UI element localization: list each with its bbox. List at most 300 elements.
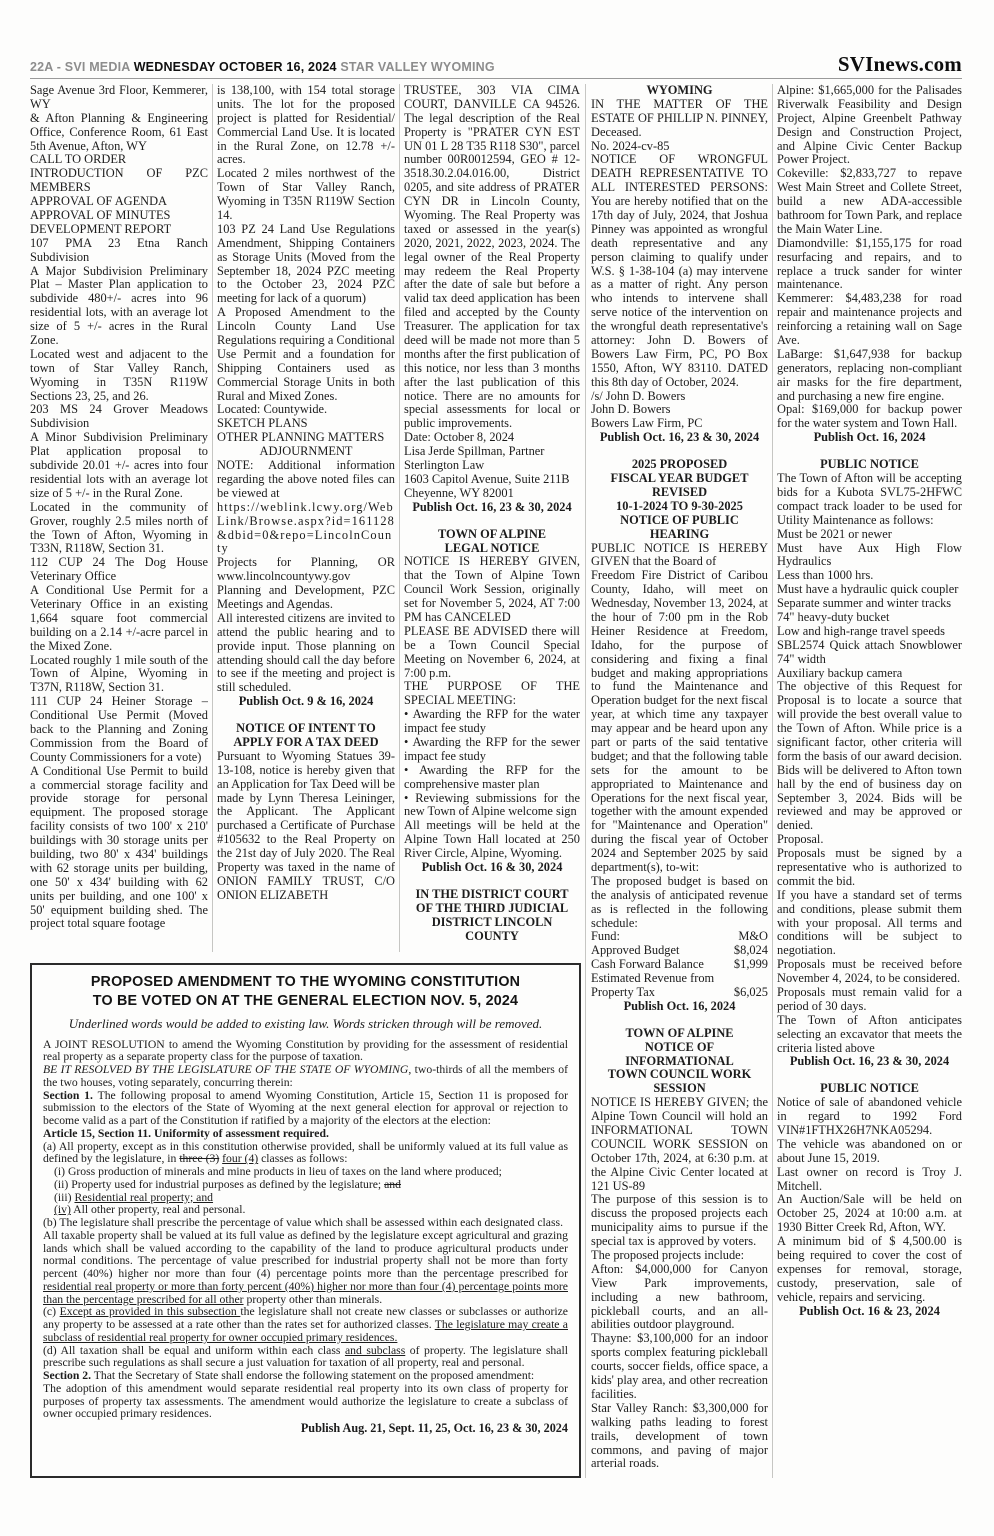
notice-heading bbox=[591, 1041, 768, 1069]
amendment-subtitle: Underlined words would be added to existing law. Words stricken through will be removed. bbox=[68, 1015, 543, 1031]
notice-paragraph bbox=[591, 1402, 768, 1471]
notice-heading bbox=[591, 1027, 768, 1041]
notice-paragraph bbox=[777, 237, 962, 293]
text-segment: A Minor Subdivision Preliminary Plat application proposal to subdivide 20.01 +/- acres into four residential lots with an average lot size of 5 +/- in the Rural Zone. bbox=[30, 430, 208, 500]
notice-paragraph bbox=[30, 695, 208, 764]
notice-paragraph bbox=[404, 764, 580, 792]
text-segment: /s/ John D. Bowers bbox=[591, 388, 686, 403]
text-segment: NOTICE OF WRONGFUL DEATH REPRESENTATIVE TO ALL INTERESTED PERSONS: You are hereby notified that on the 17th day of July, 2024, that Joshua Pinney was appointed as wrongful death representative and any person claiming to qualify under W.S. § 1-38-104 (a) may intervene as a matter of right. Any person who intends to intervene shall serve notice of the intervention on the wrongful death representative's attorney: John D. Bowers of Bowers Law Firm, PC, PO Box 1550, Afton, WY 83110. DATED this 8th day of October, 2024. bbox=[591, 152, 768, 389]
text-segment: Auxiliary backup camera bbox=[777, 665, 903, 680]
budget-label: Approved Budget bbox=[591, 943, 680, 958]
notice-paragraph bbox=[777, 472, 962, 528]
text-segment: All meetings will be held at the Alpine Town Hall located at 250 River Circle, Alpine, Wyoming. bbox=[404, 818, 580, 861]
notice-paragraph bbox=[777, 625, 962, 639]
text-segment: NOTICE IS HEREBY GIVEN; the Alpine Town Council will hold an INFORMATIONAL TOWN COUNCIL WORK SESSION on October 17th, 2024, at 6:30 p.m. at the Alpine Civic Center located at 121 US-89 bbox=[591, 1095, 768, 1193]
budget-label: Property Tax bbox=[591, 985, 655, 999]
publish-line bbox=[777, 1055, 962, 1069]
notice-heading bbox=[591, 1068, 768, 1082]
notice-paragraph bbox=[591, 1193, 768, 1249]
text-segment: Located in the community of Grover, roughly 2.5 miles north of the Town of Afton, Wyoming in T33N, R118W, Section 31. bbox=[30, 499, 208, 556]
notice-paragraph bbox=[217, 306, 395, 403]
notice-paragraph bbox=[591, 1096, 768, 1193]
notice-heading bbox=[591, 514, 768, 542]
text-segment: LEGAL NOTICE bbox=[444, 540, 540, 555]
notice-paragraph bbox=[30, 265, 208, 348]
text-segment: IN THE MATTER OF THE ESTATE OF PHILLIP N. PINNEY, Deceased. bbox=[591, 96, 768, 139]
text-segment: DISTRICT LINCOLN COUNTY bbox=[431, 914, 553, 943]
text-segment: REVISED bbox=[651, 484, 708, 499]
text-segment: Proposals must remain valid for a period of 30 days. bbox=[777, 985, 962, 1013]
text-segment: Proposals must be signed by a representative who is authorized to commit the bid. bbox=[777, 846, 962, 888]
text-segment: Date: October 8, 2024 bbox=[404, 430, 515, 445]
budget-value: M&O bbox=[738, 929, 768, 944]
notice-paragraph bbox=[30, 765, 208, 932]
text-segment: Pursuant to Wyoming Statues 39-13-108, notice is hereby given that an Application for Tax Deed will be made by Lynn Theresa Leininger, the Applicant. The Applicant purchased a Certificate of Purchase #105632 to the Real Property on the 21st day of July 2020. The Real Property was taxed in the name of ONION FAMILY TRUST, C/O ONION ELIZABETH bbox=[217, 748, 395, 902]
text-segment: LaBarge: $1,647,938 for backup generators, replacing non-compliant air masks for the fire department, and purchasing a new fire engine. bbox=[777, 346, 962, 403]
text-segment: Cheyenne, WY 82001 bbox=[404, 485, 514, 500]
notice-subheading bbox=[217, 445, 395, 459]
notice-paragraph bbox=[777, 1166, 962, 1194]
text-segment: Publish Oct. 16 & 30, 2024 bbox=[421, 859, 563, 874]
notice-paragraph bbox=[777, 167, 962, 236]
budget-row bbox=[591, 944, 768, 958]
text-segment: A Conditional Use Permit to build a commercial storage facility and provide storage for personal equipment. The proposed storage facility consists of two 100' x 210' buildings with 30 storage units per building, two 80' x 434' buildings with 62 storage units per building, one 50' x 434' building with 62 units per building, and one 100' x 50' equipment building shed. The project total square footage bbox=[30, 763, 208, 931]
notice-paragraph bbox=[591, 569, 768, 875]
text-segment: IN THE DISTRICT COURT bbox=[415, 886, 569, 901]
notice-heading bbox=[591, 472, 768, 486]
notice-paragraph bbox=[404, 819, 580, 861]
text-segment: TRUSTEE, 303 VIA CIMA COURT, DANVILLE CA 94526. The legal description of the Real Property is "PRATER CYN EST UN 01 L 28 T35 R118 S30", parcel number 00R0012594, GEO # 12-3518.30.2.04.016.00, District 0205, and site address of PRATER CYN DR in Lincoln County, Wyoming. The Real Property was taxed or assessed in the year(s) 2020, 2021, 2022, 2023, 2024. The legal owner of the Real Property may redeem the Real Property after the date of sale but before a valid tax deed application has been filed and accepted by the County Treasurer. The application for tax deed will be made not more than 5 months after the first publication of this notice, nor less than 3 months after the last publication of this notice. There are no amounts for special assessments for local or public improvements. bbox=[404, 84, 580, 431]
notice-heading bbox=[404, 888, 580, 902]
text-segment: TOWN COUNCIL WORK bbox=[607, 1067, 752, 1082]
publish-line bbox=[591, 431, 768, 445]
text-segment: Thayne: $3,100,000 for an indoor sports complex featuring pickleball courts, soccer fields, office space, a kids' play area, and other recreation facilities. bbox=[591, 1331, 768, 1401]
budget-value: $1,999 bbox=[733, 957, 768, 972]
text-segment: Must be 2021 or newer bbox=[777, 526, 892, 541]
notice-paragraph bbox=[30, 654, 208, 696]
amendment-title-line-1: PROPOSED AMENDMENT TO THE WYOMING CONSTITUTION bbox=[90, 974, 521, 990]
text-segment: A Conditional Use Permit for a Veterinary Office in an existing 1,664 square foot commercial building on a 2.14 +/-acre parcel in the Mixed Zone. bbox=[30, 583, 208, 653]
text-segment: Afton: $4,000,000 for Canyon View Park improvements, including a new bathroom, pickleball courts, and an all-abilities outdoor playground. bbox=[591, 1261, 768, 1332]
text-segment: 1603 Capitol Avenue, Suite 211B bbox=[404, 471, 570, 486]
text-segment: APPROVAL OF AGENDA bbox=[30, 194, 168, 209]
legal-notices-column-2 bbox=[217, 84, 395, 952]
notice-paragraph bbox=[777, 639, 962, 667]
notice-paragraph bbox=[777, 348, 962, 404]
notice-paragraph bbox=[777, 986, 962, 1014]
folio-line bbox=[30, 60, 495, 74]
notice-paragraph bbox=[591, 1249, 768, 1263]
text-segment: four (4) bbox=[222, 1152, 259, 1166]
text-segment: The legislature may create a subclass of residential real property for owner occupied primary residences. bbox=[43, 1318, 568, 1344]
date-label: WEDNESDAY OCTOBER 16, 2024 bbox=[133, 60, 337, 74]
text-segment: Last owner on record is Troy J. Mitchell. bbox=[777, 1164, 962, 1193]
text-segment: The objective of this Request for Proposal is to locate a source that will provide the best overall value to the Town of Afton. While price is a significant factor, other criteria will form the basis of our award decision. Bids will be delivered to Afton town hall by the end of business day on September 3, 2024. Bids will be reviewed and may be approved or denied. bbox=[777, 679, 962, 833]
text-segment: The adoption of this amendment would separate residential real property into its own class of property for purposes of property tax assessments. The amendment would authorize the legislature to create a subclass of owner occupied primary residences. bbox=[43, 1381, 568, 1421]
notice-paragraph bbox=[591, 417, 768, 431]
column-rule-1 bbox=[212, 84, 213, 952]
text-segment: All interested citizens are invited to attend the public hearing and to provide input. Those planning on attending should call the day before to see if the meeting and project is still scheduled. bbox=[217, 610, 395, 695]
text-segment: 10-1-2024 TO 9-30-2025 bbox=[616, 498, 743, 513]
legal-notices-column-3 bbox=[404, 84, 580, 952]
site-logo: SVInews.com bbox=[837, 52, 962, 76]
text-segment: The following proposal to amend Wyoming Constitution, Article 15, Section 11 is proposed for submission to the electors of the State of Wyoming at the next general election for approval or rejection to become valid as a part of the Constitution if ratified by a majority of the electors at the election: bbox=[43, 1088, 568, 1128]
notice-paragraph bbox=[30, 431, 208, 500]
text-segment: John D. Bowers bbox=[591, 402, 671, 417]
text-segment: (c) bbox=[43, 1305, 60, 1319]
text-segment: classes as follows: bbox=[258, 1152, 348, 1166]
text-segment: Located 2 miles northwest of the Town of Star Valley Ranch, Wyoming in T35N R119W Section 14. bbox=[217, 166, 395, 223]
notice-paragraph bbox=[777, 528, 962, 542]
text-segment: 112 CUP 24 The Dog House Veterinary Office bbox=[30, 555, 208, 584]
text-segment: The proposed budget is based on the analysis of anticipated revenue as is reflected in the following schedule: bbox=[591, 873, 768, 930]
notice-paragraph bbox=[777, 847, 962, 889]
text-segment: Sterlington Law bbox=[404, 458, 485, 473]
text-segment: property other than minerals. bbox=[243, 1292, 383, 1306]
text-segment: (a) All property, except as in this constitution otherwise provided, shall be uniformly valued at its full value as defined by the legislature, in bbox=[43, 1139, 568, 1166]
notice-heading bbox=[404, 902, 580, 916]
text-segment: Must have Aux High Flow Hydraulics bbox=[777, 540, 962, 569]
notice-paragraph bbox=[777, 833, 962, 847]
publish-line bbox=[777, 1305, 962, 1319]
notice-paragraph bbox=[30, 84, 208, 112]
text-segment: and subclass bbox=[344, 1343, 406, 1357]
text-segment: & Afton Planning & Engineering Office, Conference Room, 61 East 5th Avenue, Afton, WY bbox=[30, 110, 208, 153]
notice-paragraph bbox=[404, 680, 580, 708]
text-segment: CALL TO ORDER bbox=[30, 152, 127, 167]
notice-paragraph bbox=[777, 403, 962, 431]
notice-paragraph bbox=[43, 1306, 568, 1344]
text-segment: Low and high-range travel speeds bbox=[777, 623, 945, 638]
text-segment: Publish Oct. 16, 23 & 30, 2024 bbox=[789, 1054, 950, 1069]
text-segment: Except as provided in this subsection bbox=[59, 1305, 241, 1319]
notice-paragraph bbox=[43, 1383, 568, 1421]
notice-paragraph bbox=[30, 403, 208, 431]
text-segment: Notice of sale of abandoned vehicle in regard to 1992 Ford VIN#1FTHX26H7NKA05294. bbox=[777, 1095, 962, 1138]
text-segment: The proposed projects include: bbox=[591, 1248, 745, 1263]
text-segment: 203 MS 24 Grover Meadows Subdivision bbox=[30, 402, 208, 431]
notice-paragraph bbox=[217, 223, 395, 306]
notice-paragraph bbox=[404, 555, 580, 624]
notice-paragraph bbox=[30, 237, 208, 265]
notice-paragraph bbox=[777, 1193, 962, 1235]
text-segment: Article 15, Section 11. Uniformity of assessment required. bbox=[43, 1126, 329, 1140]
text-segment: An Auction/Sale will be held on October 25, 2024 at 10:00 a.m. at 1930 Bitter Creek Rd, Afton, WY. bbox=[777, 1192, 962, 1235]
text-segment: Sage Avenue 3rd Floor, Kemmerer, WY bbox=[30, 84, 208, 111]
region-label: STAR VALLEY WYOMING bbox=[336, 60, 495, 74]
notice-paragraph bbox=[591, 1263, 768, 1332]
notice-paragraph bbox=[591, 875, 768, 931]
text-segment: BE IT RESOLVED BY THE LEGISLATURE OF THE STATE OF WYOMING bbox=[43, 1063, 409, 1077]
text-segment: Cokeville: $2,833,727 to repave West Main Street and Collete Street, build a new ADA-accessible bathroom for Town Park, and replace the Main Water Line. bbox=[777, 166, 962, 236]
budget-label: Fund: bbox=[591, 929, 620, 944]
text-segment: Proposals must be received before November 4, 2024, to be considered. bbox=[777, 957, 962, 986]
text-segment: Section 1. bbox=[43, 1088, 93, 1102]
notice-paragraph bbox=[217, 501, 395, 557]
text-segment: (b) The legislature shall prescribe the percentage of value which shall be assessed within each designated class. bbox=[43, 1216, 564, 1230]
text-segment: is 138,100, with 154 total storage units. The lot for the proposed project is platted for Residential/ Commercial Land Use. It is located in the Rural Zone, on 12.78 +/- acres. bbox=[217, 84, 395, 167]
text-segment: DEVELOPMENT REPORT bbox=[30, 221, 172, 236]
text-segment: A Proposed Amendment to the Lincoln County Land Use Regulations requiring a Conditional Use Permit and a foundation for Shipping Containers used as Commercial Storage Units in both Rural and Mixed Zones. bbox=[217, 305, 395, 403]
text-segment: , two-thirds of all the members of the two houses, voting separately, concurring therein: bbox=[43, 1063, 568, 1089]
notice-paragraph bbox=[217, 612, 395, 695]
text-segment: Publish Oct. 16, 2024 bbox=[813, 430, 926, 445]
text-segment: Star Valley Ranch: $3,300,000 for walking paths leading to forest trails, development of town commons, and paving of major arterial roads. bbox=[591, 1400, 768, 1471]
notice-paragraph bbox=[217, 556, 395, 612]
text-segment: NOTICE OF INTENT TO APPLY FOR A TAX DEED bbox=[233, 721, 379, 749]
text-segment: Residential real property; and bbox=[74, 1190, 214, 1204]
budget-row bbox=[591, 986, 768, 1000]
notice-heading bbox=[591, 486, 768, 500]
text-segment: The vehicle was abandoned on or about June 15, 2019. bbox=[777, 1136, 962, 1165]
publish-line bbox=[43, 1422, 568, 1435]
text-segment: Projects for Planning, OR www.lincolncountywy.gov Planning and Development, PZC Meetings and Agendas. bbox=[217, 555, 395, 611]
notice-paragraph bbox=[777, 611, 962, 625]
notice-paragraph bbox=[777, 1096, 962, 1138]
text-segment: The purpose of this session is to discuss the proposed projects each municipality aims to pursue if the special tax is approved by voters. bbox=[591, 1192, 768, 1249]
edition-label: 22A - SVI MEDIA bbox=[30, 60, 134, 74]
text-segment: Located west and adjacent to the town of Star Valley Ranch, Wyoming in T35N R119W Sections 23, 25, and 26. bbox=[30, 346, 208, 403]
text-segment: APPROVAL OF MINUTES bbox=[30, 208, 171, 223]
text-segment: A minimum bid of $ 4,500.00 is being required to cover the cost of expenses for removal, storage, custody, preservation, sale of vehicle, repairs and servicing. bbox=[777, 1234, 962, 1304]
text-segment: Located: Countywide. bbox=[217, 402, 328, 417]
text-segment: the legislature shall not create new classes or subclasses or authorize any property to be assessed at a rate other than the rates set for authorized classes. bbox=[43, 1305, 568, 1332]
notice-paragraph bbox=[777, 1235, 962, 1304]
text-segment: Estimated Revenue from bbox=[591, 971, 715, 986]
text-segment: INTRODUCTION OF PZC MEMBERS bbox=[30, 166, 208, 195]
text-segment: SKETCH PLANS bbox=[217, 416, 308, 431]
notice-paragraph bbox=[30, 584, 208, 653]
text-segment: A JOINT RESOLUTION to amend the Wyoming Constitution by providing for the assessment of residential real property as a separate property class for the purpose of taxation. bbox=[43, 1037, 568, 1064]
notice-paragraph bbox=[30, 195, 208, 209]
notice-paragraph bbox=[777, 667, 962, 681]
notice-paragraph bbox=[777, 597, 962, 611]
page-header bbox=[30, 52, 962, 77]
notice-paragraph bbox=[217, 750, 395, 903]
text-segment: SESSION bbox=[653, 1081, 706, 1096]
text-segment: Publish Aug. 21, Sept. 11, 25, Oct. 16, 23 & 30, 2024 bbox=[300, 1421, 568, 1436]
notice-heading bbox=[404, 528, 580, 542]
text-segment: Located roughly 1 mile south of the Town of Alpine, Wyoming in T37N, R118W, Section 31. bbox=[30, 652, 208, 695]
text-segment: Lisa Jerde Spillman, Partner bbox=[404, 444, 545, 459]
notice-paragraph bbox=[404, 473, 580, 487]
text-segment: Diamondville: $1,155,175 for road resurfacing and repairs, and to replace a truck sander for winter maintenance. bbox=[777, 235, 962, 292]
text-segment: PUBLIC NOTICE bbox=[820, 457, 919, 472]
notice-paragraph bbox=[30, 348, 208, 404]
notice-paragraph bbox=[404, 736, 580, 764]
notice-paragraph bbox=[591, 403, 768, 417]
notice-paragraph bbox=[777, 680, 962, 833]
legal-notices-column-4 bbox=[591, 84, 768, 1478]
legal-notices-column-5 bbox=[777, 84, 962, 1478]
text-segment: (iv) bbox=[54, 1203, 71, 1217]
text-segment: Bowers Law Firm, PC bbox=[591, 416, 703, 431]
amendment-title bbox=[43, 973, 568, 1011]
text-segment: TOWN OF ALPINE bbox=[437, 526, 547, 541]
notice-heading bbox=[404, 916, 580, 944]
notice-paragraph bbox=[591, 98, 768, 140]
notice-heading bbox=[404, 542, 580, 556]
text-segment: Separate summer and winter tracks bbox=[777, 596, 952, 611]
notice-paragraph bbox=[591, 390, 768, 404]
text-segment: OTHER PLANNING MATTERS bbox=[217, 430, 385, 445]
text-segment: PLEASE BE ADVISED there will be a Town Council Special Meeting on November 6, 2024, at 7:00 p.m. bbox=[404, 623, 580, 680]
notice-heading bbox=[591, 500, 768, 514]
notice-paragraph bbox=[43, 1090, 568, 1128]
text-segment: Freedom Fire District of Caribou County, Idaho, will meet on Wednesday, November 13, 2024, at the hour of 7:00 pm in the Rob Heiner Residence at Freedom, Idaho, for the purpose of considering and fixing a final budget and making appropriations to fund the Maintenance and Operation budget for the next fiscal year, at which time any taxpayer may appear and be heard upon any part or parts of the said tentative budget; and that the following table sets for the amount to be appropriated to Maintenance and Operations for the next fiscal year, together with the amount expended for "Maintenance and Operation" during the fiscal year of October 2024 and September 2025 by said department(s), to-wit: bbox=[591, 568, 768, 874]
text-segment: 103 PZ 24 Land Use Regulations Amendment, Shipping Containers as Storage Units (Moved from the September 18, 2024 PZC meeting to the October 23, 2024 PZC meeting for lack of a quorum) bbox=[217, 221, 395, 306]
budget-row bbox=[591, 958, 768, 972]
notice-heading bbox=[591, 1082, 768, 1096]
text-segment: Proposal. bbox=[777, 832, 824, 847]
notice-paragraph bbox=[43, 1141, 568, 1167]
text-segment: PUBLIC NOTICE IS HEREBY GIVEN that the Board of bbox=[591, 540, 768, 569]
publish-line bbox=[217, 695, 395, 709]
notice-paragraph bbox=[217, 431, 395, 445]
text-segment: OF THE THIRD JUDICIAL bbox=[415, 900, 569, 915]
text-segment: three (3) bbox=[179, 1152, 220, 1166]
text-segment: THE PURPOSE OF THE SPECIAL MEETING: bbox=[404, 679, 580, 708]
notice-paragraph bbox=[43, 1039, 568, 1065]
constitution-amendment-box bbox=[30, 963, 581, 1478]
text-segment: Must have a hydraulic quick coupler bbox=[777, 582, 959, 597]
publish-line bbox=[404, 861, 580, 875]
notice-paragraph bbox=[591, 542, 768, 570]
publish-line bbox=[777, 431, 962, 445]
notice-paragraph bbox=[30, 167, 208, 195]
notice-paragraph bbox=[43, 1230, 568, 1307]
text-segment: Publish Oct. 9 & 16, 2024 bbox=[238, 694, 374, 709]
text-segment: WYOMING bbox=[646, 84, 713, 97]
text-segment: of property. The legislature shall prescribe such regulations as shall secure a just valuation for taxation of all property, real and personal. bbox=[43, 1343, 568, 1370]
text-segment: NOTICE OF PUBLIC HEARING bbox=[620, 512, 739, 541]
text-segment: Publish Oct. 16, 23 & 30, 2024 bbox=[599, 430, 760, 445]
text-segment: All taxable property shall be valued at its full value as defined by the legislature except agricultural and grazing lands which shall be valued according to the capability of the land to produce agricultural products under normal conditions. The percentage of value prescribed for industrial property shall not be more than forty percent (40%) higher nor more than four (4) percentage points more than the percentage prescribed for bbox=[43, 1228, 568, 1281]
notice-paragraph bbox=[30, 209, 208, 223]
text-segment: If you have a standard set of terms and conditions, please submit them with your proposal. All terms and conditions will be subject to negotiation. bbox=[777, 887, 962, 958]
text-segment: PUBLIC NOTICE bbox=[820, 1081, 919, 1096]
notice-paragraph bbox=[404, 625, 580, 681]
column-rule-2 bbox=[399, 84, 400, 952]
notice-paragraph bbox=[404, 459, 580, 473]
text-segment: NOTICE IS HEREBY GIVEN, that the Town of Alpine Town Council Work Session, originally set for November 5, 2024, AT 7:00 PM has CANCELED bbox=[404, 554, 580, 624]
notice-paragraph bbox=[591, 140, 768, 154]
notice-paragraph bbox=[777, 292, 962, 348]
notice-paragraph bbox=[591, 972, 768, 986]
text-segment: The Town of Afton will be accepting bids for a Kubota SVL75-2HFWC compact track loader to be used for Utility Maintenance as follows: bbox=[777, 471, 962, 527]
text-segment: • Awarding the RFP for the sewer impact fee study bbox=[404, 734, 580, 763]
text-segment: SBL2574 Quick attach Snowblower 74" width bbox=[777, 637, 962, 666]
notice-paragraph bbox=[591, 153, 768, 389]
budget-value: $8,024 bbox=[733, 943, 768, 958]
publish-line bbox=[591, 1000, 768, 1014]
notice-paragraph bbox=[777, 569, 962, 583]
text-segment: residential real property or more than forty percent (40%) higher nor more than four (4) percentage points more than the percentage prescribed for all other bbox=[43, 1279, 568, 1306]
header-rule bbox=[30, 78, 962, 79]
text-segment: 107 PMA 23 Etna Ranch Subdivision bbox=[30, 235, 208, 264]
notice-heading bbox=[777, 1082, 962, 1096]
notice-heading bbox=[777, 458, 962, 472]
notice-paragraph bbox=[43, 1345, 568, 1371]
text-segment: • Awarding the RFP for the water impact fee study bbox=[404, 707, 580, 736]
budget-row bbox=[591, 930, 768, 944]
column-rule-3 bbox=[585, 84, 586, 1478]
notice-paragraph bbox=[777, 889, 962, 958]
legal-notices-column-1 bbox=[30, 84, 208, 952]
notice-heading bbox=[591, 458, 768, 472]
notice-paragraph bbox=[217, 167, 395, 223]
text-segment: 111 CUP 24 Heiner Storage – Conditional Use Permit (Moved back to the Planning and Zoning Commission from the Board of County Commissioners for a vote) bbox=[30, 694, 208, 764]
notice-paragraph bbox=[591, 1332, 768, 1401]
text-segment: (i) Gross production of minerals and mine products in lieu of taxes on the land where produced; bbox=[54, 1165, 502, 1179]
notice-paragraph bbox=[30, 112, 208, 154]
notice-paragraph bbox=[217, 84, 395, 167]
text-segment: No. 2024-cv-85 bbox=[591, 138, 670, 153]
amendment-body bbox=[43, 1039, 568, 1436]
text-segment: (ii) Property used for industrial purposes as defined by the legislature; bbox=[54, 1177, 385, 1191]
notice-paragraph bbox=[777, 84, 962, 167]
amendment-title-line-2: TO BE VOTED ON AT THE GENERAL ELECTION NOV. 5, 2024 bbox=[92, 992, 519, 1009]
publish-line bbox=[404, 501, 580, 515]
notice-paragraph bbox=[30, 501, 208, 557]
notice-paragraph bbox=[777, 1138, 962, 1166]
text-segment: All other property, real and personal. bbox=[70, 1203, 246, 1217]
text-segment: That the Secretary of State shall endorse the following statement on the proposed amendment: bbox=[91, 1369, 535, 1383]
notice-paragraph bbox=[404, 487, 580, 501]
text-segment: https://weblink.lcwy.org/WebLink/Browse.aspx?id=161128&dbid=0&repo=LincolnCounty bbox=[217, 499, 395, 556]
text-segment: 2025 PROPOSED bbox=[631, 457, 728, 472]
budget-value: $6,025 bbox=[733, 985, 768, 999]
text-segment: NOTICE OF INFORMATIONAL bbox=[625, 1039, 734, 1068]
notice-paragraph bbox=[404, 792, 580, 820]
notice-paragraph bbox=[217, 459, 395, 501]
text-segment: • Reviewing submissions for the new Town of Alpine welcome sign bbox=[404, 790, 580, 819]
notice-paragraph bbox=[30, 556, 208, 584]
notice-heading bbox=[217, 722, 395, 750]
text-segment: 74" heavy-duty bucket bbox=[777, 609, 890, 624]
notice-paragraph bbox=[30, 153, 208, 167]
text-segment: NOTE: Additional information regarding the above noted files can be viewed at bbox=[217, 458, 395, 500]
notice-paragraph bbox=[404, 708, 580, 736]
text-segment: Publish Oct. 16 & 23, 2024 bbox=[799, 1303, 940, 1318]
notice-paragraph bbox=[404, 431, 580, 445]
notice-paragraph bbox=[777, 542, 962, 570]
text-segment: • Awarding the RFP for the comprehensive master plan bbox=[404, 762, 580, 791]
notice-paragraph bbox=[404, 445, 580, 459]
notice-paragraph bbox=[30, 223, 208, 237]
notice-paragraph bbox=[217, 403, 395, 417]
notice-paragraph bbox=[43, 1064, 568, 1090]
text-segment: Publish Oct. 16, 2024 bbox=[623, 998, 736, 1013]
text-segment: Alpine: $1,665,000 for the Palisades Riverwalk Feasibility and Design Project, Alpine Greenbelt Pathway Design and Construction Project, and Alpine Civic Center Backup Power Project. bbox=[777, 84, 962, 167]
budget-label: Cash Forward Balance bbox=[591, 957, 704, 972]
notice-heading bbox=[591, 84, 768, 98]
notice-paragraph bbox=[217, 417, 395, 431]
notice-paragraph bbox=[404, 84, 580, 431]
text-segment: The Town of Afton anticipates selecting an excavator that meets the criteria listed above bbox=[777, 1012, 962, 1055]
text-segment: TOWN OF ALPINE bbox=[625, 1025, 734, 1040]
notice-paragraph bbox=[777, 1014, 962, 1056]
notice-paragraph bbox=[777, 583, 962, 597]
text-segment: and bbox=[384, 1177, 401, 1191]
notice-paragraph bbox=[777, 958, 962, 986]
text-segment: ADJOURNMENT bbox=[259, 444, 353, 459]
text-segment: Publish Oct. 16, 23 & 30, 2024 bbox=[412, 499, 572, 514]
text-segment: A Major Subdivision Preliminary Plat – Master Plan application to subdivide 480+/- acres into 96 residential lots, with an average lot size of 5 +/- acres in the Rural Zone. bbox=[30, 263, 208, 348]
text-segment: Section 2. bbox=[43, 1369, 92, 1383]
text-segment: Opal: $169,000 for backup power for the water system and Town Hall. bbox=[777, 402, 962, 431]
text-segment: Less than 1000 hrs. bbox=[777, 568, 874, 583]
